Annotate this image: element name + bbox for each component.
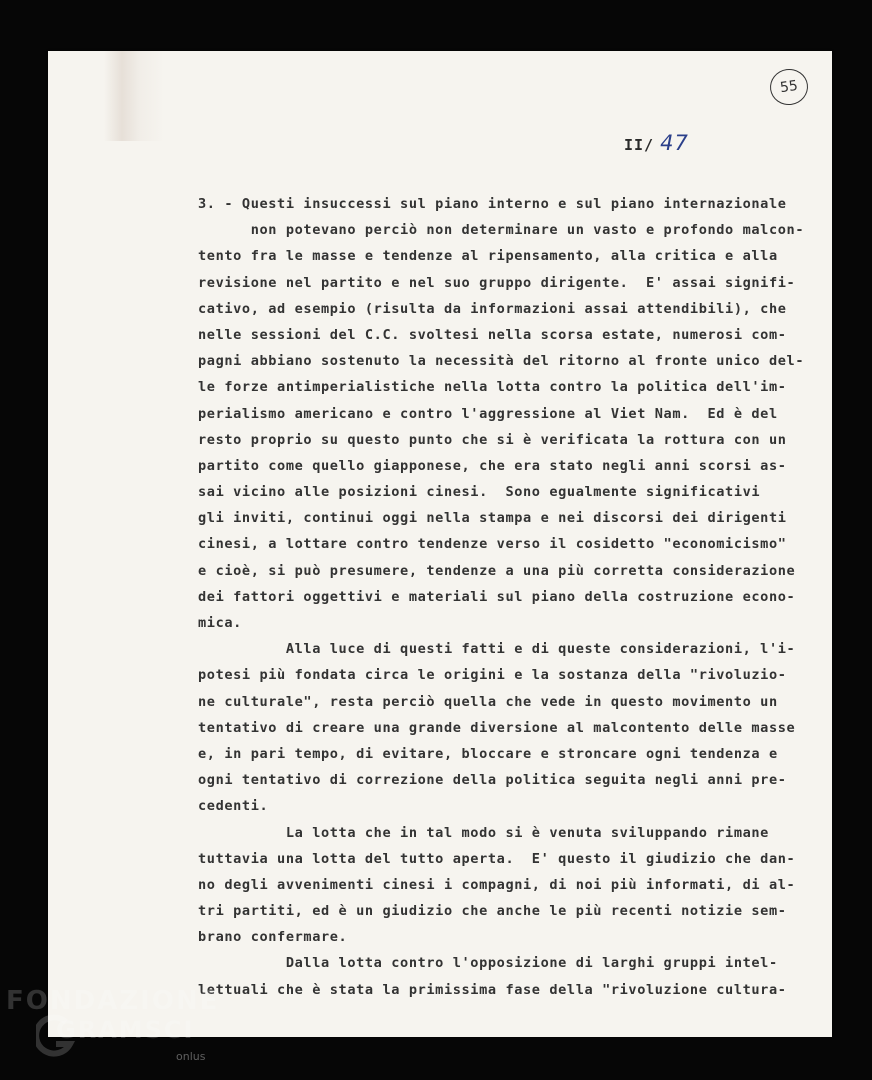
archive-reference [624,131,689,155]
text-line: revisione nel partito e nel suo gruppo dirigente. E' assai signifi- [198,274,796,291]
text-line: nelle sessioni del C.C. svoltesi nella scorsa estate, numerosi com- [198,326,787,343]
archive-ref-handwritten: 47 [660,131,689,155]
paper-stain [104,51,164,141]
text-line: no degli avvenimenti cinesi i compagni, di noi più informati, di al- [198,876,796,893]
text-line: lettuali che è stata la primissima fase della "rivoluzione cultura- [198,981,787,998]
text-line: dei fattori oggettivi e materiali sul piano della costruzione econo- [198,588,796,605]
text-line: gli inviti, continui oggi nella stampa e nei discorsi dei dirigenti [198,510,787,527]
text-line: brano confermare. [198,929,348,946]
text-line: tentativo di creare una grande diversione al malcontento delle masse [198,719,796,736]
text-line: ne culturale", resta perciò quella che vede in questo movimento un [198,693,778,710]
text-line: tri partiti, ed è un giudizio che anche le più recenti notizie sem- [198,903,787,920]
text-line: 3. - Questi insuccessi sul piano interno e sul piano internazionale [198,196,787,212]
text-line: cativo, ad esempio (risulta da informazioni assai attendibili), che [198,300,787,317]
document-body [198,191,828,1003]
text-line: mica. [198,615,242,631]
text-line: cedenti. [198,798,269,815]
text-line: Dalla lotta contro l'opposizione di larghi gruppi intel- [198,955,778,972]
text-line: e, in pari tempo, di evitare, bloccare e stroncare ogni tendenza e [198,745,778,762]
text-line: La lotta che in tal modo si è venuta sviluppando rimane [198,824,769,841]
text-line: non potevano perciò non determinare un vasto e profondo malcon- [198,222,805,239]
page-number-circled: 55 [768,67,811,108]
text-line: ogni tentativo di correzione della politica seguita negli anni pre- [198,772,787,789]
text-line: le forze antimperialistiche nella lotta contro la politica dell'im- [198,379,787,396]
archive-ref-typed: II/ [624,136,655,154]
text-line: resto proprio su questo punto che si è verificata la rottura con un [198,431,787,448]
text-line: sai vicino alle posizioni cinesi. Sono egualmente significativi [198,484,761,501]
text-line: tento fra le masse e tendenze al ripensamento, alla critica e alla [198,248,778,265]
watermark-logo [6,986,226,1066]
watermark-line2: GRAMSCI [56,1016,195,1044]
text-line: Alla luce di questi fatti e di queste considerazioni, l'i- [198,641,796,658]
text-line: cinesi, a lottare contro tendenze verso il cosidetto "economicismo" [198,536,787,553]
watermark-line1: FONDAZIONE [6,986,220,1016]
text-line: e cioè, si può presumere, tendenze a una più corretta considerazione [198,562,796,579]
text-line: potesi più fondata circa le origini e la sostanza della "rivoluzio- [198,667,787,684]
text-line: perialismo americano e contro l'aggressione al Viet Nam. Ed è del [198,405,778,422]
watermark-line3: onlus [176,1050,206,1063]
document-page [48,51,832,1037]
text-line: tuttavia una lotta del tutto aperta. E' questo il giudizio che dan- [198,850,796,867]
text-line: partito come quello giapponese, che era stato negli anni scorsi as- [198,457,787,474]
text-line: pagni abbiano sostenuto la necessità del ritorno al fronte unico del- [198,353,805,370]
